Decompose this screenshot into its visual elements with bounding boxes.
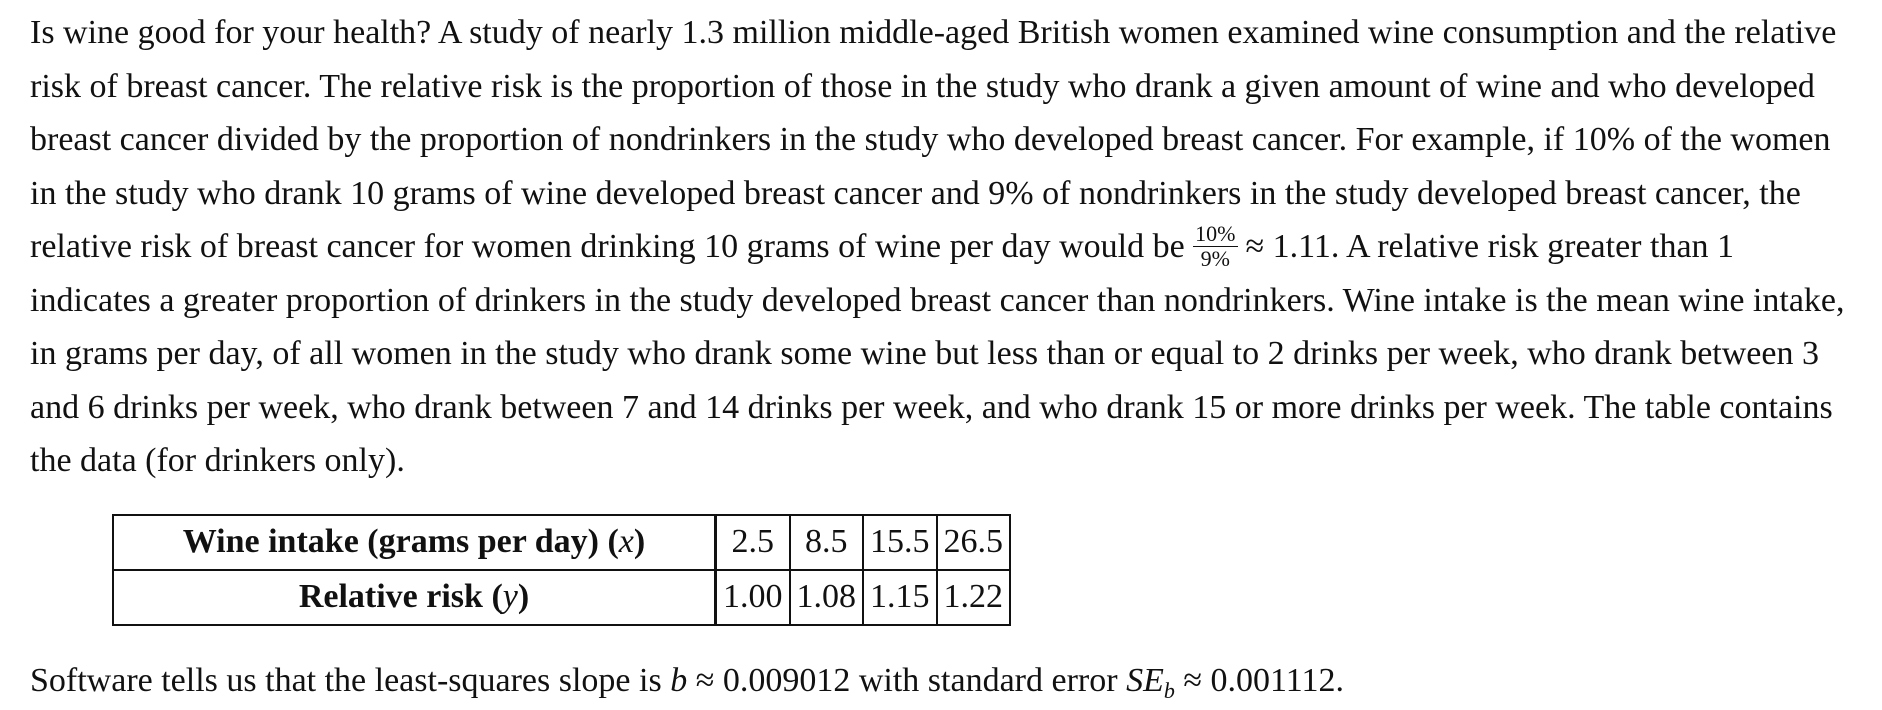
slope-value: ≈ 0.009012 with standard error (695, 661, 1118, 699)
paragraph-text-part2: ≈ 1.11. A relative risk greater than 1 indicates a greater proportion of drinkers in the study developed breast cancer than nondrinkers. Wine intake is the mean wine intake, in grams per day, of all women in the study who drank some wine but less than or equal to 2 drinks per week, who drank between 3 and 6 drinks per week, who drank between 7 and 14 drinks per week, and who drank 15 or more drinks per week. The table contains the data (for drinkers only). (30, 228, 1845, 480)
table-cell: 26.5 (937, 515, 1011, 570)
row-header-wine-intake: Wine intake (grams per day) (x) (113, 515, 716, 570)
se-value: ≈ 0.001112. (1183, 661, 1344, 699)
table-cell: 15.5 (863, 515, 937, 570)
conclusion-line (30, 654, 1860, 710)
table-cell: 2.5 (716, 515, 790, 570)
fraction-numerator: 10% (1195, 220, 1236, 246)
data-table-container (112, 514, 1860, 626)
problem-content (30, 6, 1860, 710)
slope-symbol: b (670, 661, 688, 699)
conclusion-text: Software tells us that the least-squares slope is (30, 661, 662, 699)
table-row-wine-intake (113, 515, 1010, 570)
paragraph-text-part1: Is wine good for your health? A study of nearly 1.3 million middle-aged British women examined wine consumption and the relative risk of breast cancer. The relative risk is the proportion of those in the study who drank a given amount of wine and who developed breast cancer divided by the proportion of nondrinkers in the study who developed breast cancer. For example, if 10% of the women in the study who drank 10 grams of wine developed breast cancer and 9% of nondrinkers in the study developed breast cancer, the relative risk of breast cancer for women drinking 10 grams of wine per day would be (30, 14, 1837, 265)
table-row-relative-risk (113, 570, 1010, 625)
se-subscript: b (1163, 677, 1175, 703)
table-cell: 1.08 (790, 570, 864, 625)
fraction-denominator: 9% (1200, 245, 1230, 271)
table-cell: 1.15 (863, 570, 937, 625)
row-header-relative-risk: Relative risk (y) (113, 570, 716, 625)
table-cell: 8.5 (790, 515, 864, 570)
se-symbol: SE (1126, 661, 1164, 699)
problem-paragraph (30, 6, 1860, 488)
relative-risk-fraction (1193, 222, 1237, 271)
table-cell: 1.00 (716, 570, 790, 625)
table-cell: 1.22 (937, 570, 1011, 625)
data-table (112, 514, 1011, 626)
